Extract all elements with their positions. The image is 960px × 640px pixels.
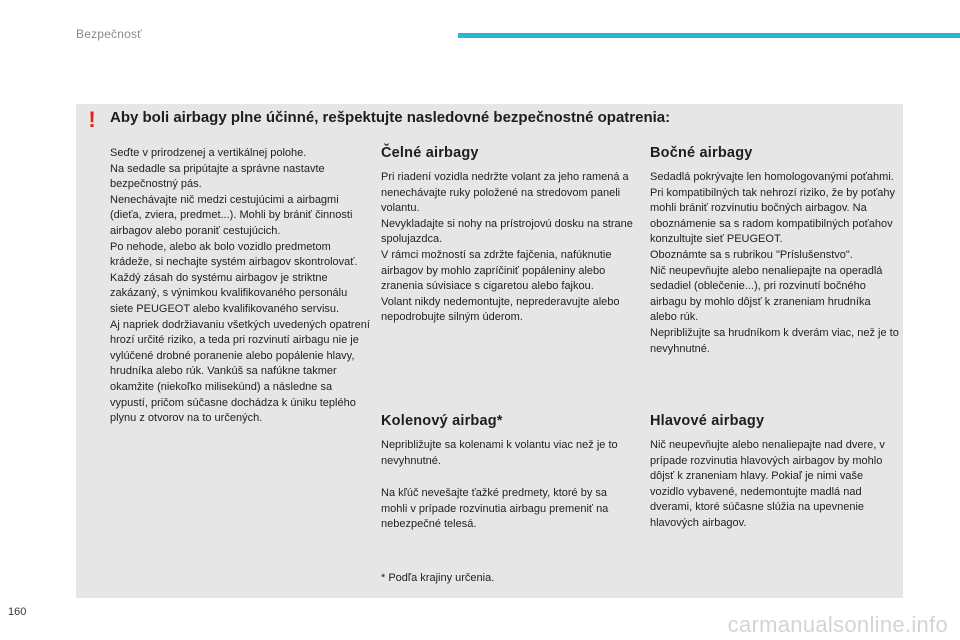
head-airbags-section: [650, 412, 900, 532]
knee-airbag-section: [381, 412, 636, 469]
head-airbags-text: Nič neupevňujte alebo nenaliepajte nad dvere, v prípade rozvinutia hlavových airbagov by mohlo dôjsť k zraneniam hlavy. Pokiaľ je nimi vaše vozidlo vybavené, nedemontujte madlá nad dverami, ktoré súčasne slúžia na upevnenie hlavových airbagov.: [650, 439, 885, 529]
section-title: Bezpečnosť: [76, 27, 142, 41]
intro-text: Seďte v prirodzenej a vertikálnej polohe. Na sedadle sa pripútajte a správne nastavte bezpečnostný pás. Nenechávajte nič medzi cestujúcimi a airbagmi (dieťa, zviera, predmet...). Mohli by brániť činnosti airbagov alebo poraniť cestujúcich. Po nehode, alebo ak bolo vozidlo predmetom krádeže, si nechajte systém airbagov skontrolovať. Každý zásah do systému airbagov je striktne zakázaný, s výnimkou kvalifikovaného personálu siete PEUGEOT alebo kvalifikovaného servisu. Aj napriek dodržiavaniu všetkých uvedených opatrení hrozí určité riziko, a teda pri rozvinutí airbagu nie je vylúčené drobné poranenie alebo popálenie hlavy, hrudníka alebo rúk. Vankúš sa nafúkne takmer okamžite (niekoľko milisekúnd) a následne sa vypustí, pričom súčasne dochádza k úniku teplého plynu z otvorov na to určených.: [110, 147, 370, 425]
watermark: carmanualsonline.info: [727, 612, 948, 637]
knee-airbag-text-2: Na kľúč nevešajte ťažké predmety, ktoré by sa mohli v prípade rozvinutia airbagu premeniť na nebezpečné telesá.: [381, 487, 609, 531]
side-airbags-section: [650, 144, 900, 357]
side-airbags-text: Sedadlá pokrývajte len homologovanými poťahmi. Pri kompatibilných tak nehrozí riziko, že by poťahy mohli brániť rozvinutiu bočných airbagov. Na oboznámenie sa s radom kompatibilných poťahov konzultujte sieť PEUGEOT. Oboznámte sa s rubrikou "Príslušenstvo". Nič neupevňujte alebo nenaliepajte na operadlá sedadiel (oblečenie...), pri rozvinutí bočného airbagu by mohlo dôjsť k zraneniam hrudníka alebo rúk. Nepribližujte sa hrudníkom k dverám viac, než je to nevyhnutné.: [650, 171, 899, 355]
intro-column: [110, 146, 370, 427]
page-number: 160: [8, 606, 27, 618]
side-airbags-title: Bočné airbagy: [650, 145, 753, 161]
head-airbags-title: Hlavové airbagy: [650, 413, 765, 429]
front-airbags-section: [381, 144, 636, 326]
header-accent-bar: [458, 33, 960, 38]
footnote-text: * Podľa krajiny určenia.: [381, 572, 495, 584]
knee-airbag-extra: [381, 486, 636, 533]
panel-headline: Aby boli airbagy plne účinné, rešpektujte nasledovné bezpečnostné opatrenia:: [110, 109, 671, 126]
knee-airbag-title: Kolenový airbag*: [381, 413, 503, 429]
footnote: [381, 571, 636, 587]
front-airbags-text: Pri riadení vozidla nedržte volant za jeho ramená a nenechávajte ruky položené na stredovom paneli volantu. Nevykladajte si nohy na prístrojovú dosku na strane spolujazdca. V rámci možností sa zdržte fajčenia, nafúknutie airbagov by mohlo zapríčiniť popáleniny alebo zranenia súvisiace s cigaretou alebo fajkou. Volant nikdy nedemontujte, neprederavujte alebo nepodrobujte silným úderom.: [381, 171, 633, 324]
knee-airbag-text-1: Nepribližujte sa kolenami k volantu viac než je to nevyhnutné.: [381, 439, 618, 467]
warning-icon: !: [88, 107, 96, 132]
front-airbags-title: Čelné airbagy: [381, 145, 479, 161]
